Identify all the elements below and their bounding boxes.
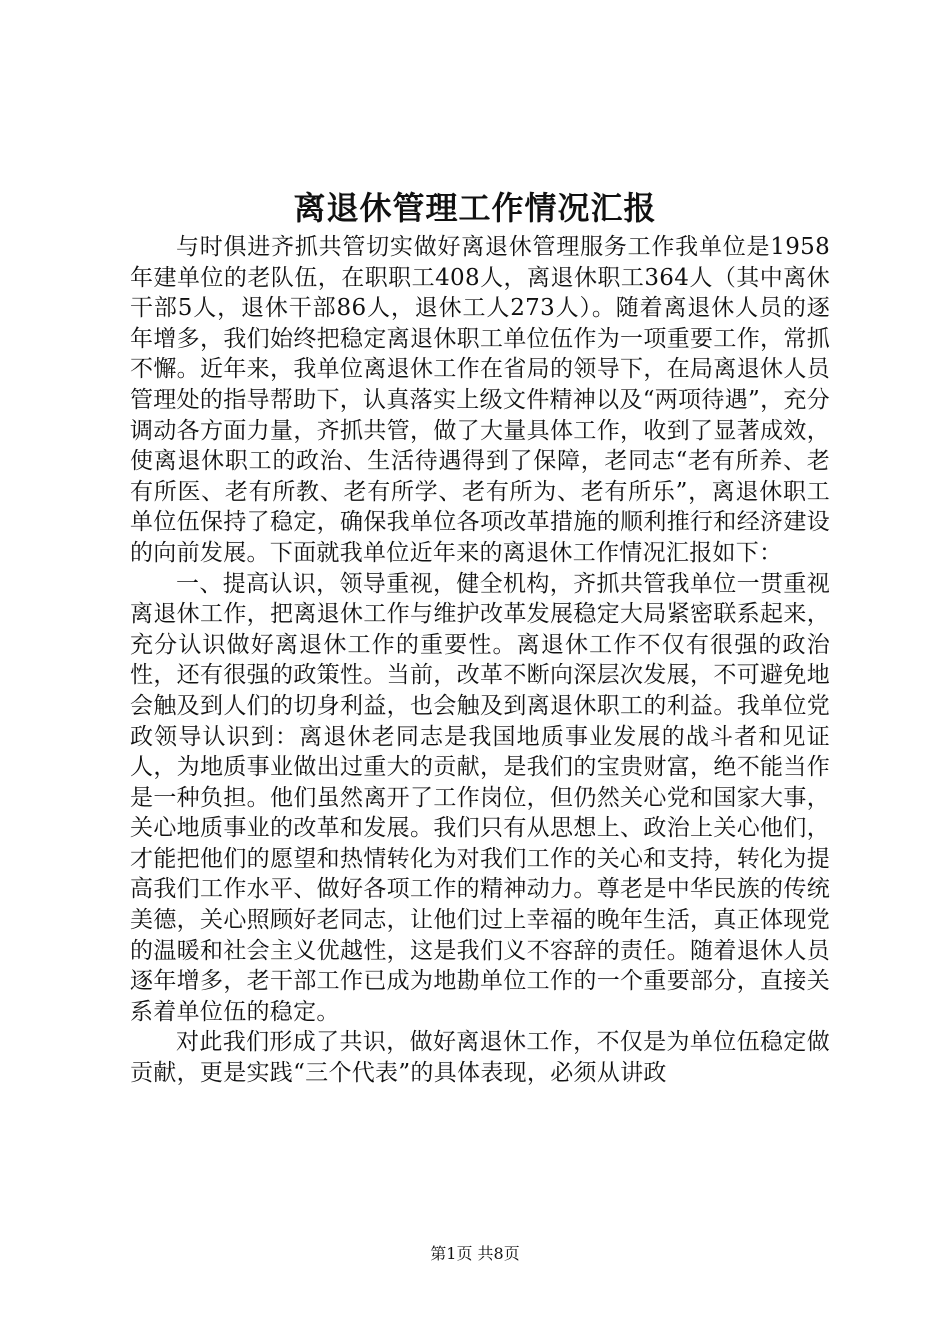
document-body — [130, 232, 830, 1089]
paragraph-consensus: 对此我们形成了共识，做好离退休工作，不仅是为单位伍稳定做贡献，更是实践“三个代表”的具体表现，必须从讲政 — [130, 1029, 830, 1087]
document-title: 离退休管理工作情况汇报 — [293, 189, 657, 227]
paragraph-intro: 与时俱进齐抓共管切实做好离退休管理服务工作我单位是1958年建单位的老队伍，在职职工408人，离退休职工364人（其中离休干部5人，退休干部86人，退休工人273人）。随着离退休人员的逐年增多，我们始终把稳定离退休职工单位伍作为一项重要工作，常抓不懈。近年来，我单位离退休工作在省局的领导下，在局离退休人员管理处的指导帮助下，认真落实上级文件精神以及“两项待遇”，充分调动各方面力量，齐抓共管，做了大量具体工作，收到了显著成效，使离退休职工的政治、生活待遇得到了保障，老同志“老有所养、老有所医、老有所教、老有所学、老有所为、老有所乐”，离退休职工单位伍保持了稳定，确保我单位各项改革措施的顺利推行和经济建设的向前发展。下面就我单位近年来的离退休工作情况汇报如下： — [130, 234, 830, 566]
paragraph-section-one: 一、提高认识，领导重视，健全机构，齐抓共管我单位一贯重视离退休工作，把离退休工作与维护改革发展稳定大局紧密联系起来，充分认识做好离退休工作的重要性。离退休工作不仅有很强的政治性，还有很强的政策性。当前，改革不断向深层次发展，不可避免地会触及到人们的切身利益，也会触及到离退休职工的利益。我单位党政领导认识到：离退休老同志是我国地质事业发展的战斗者和见证人，为地质事业做出过重大的贡献，是我们的宝贵财富，绝不能当作是一种负担。他们虽然离开了工作岗位，但仍然关心党和国家大事，关心地质事业的改革和发展。我们只有从思想上、政治上关心他们，才能把他们的愿望和热情转化为对我们工作的关心和支持，转化为提高我们工作水平、做好各项工作的精神动力。尊老是中华民族的传统美德，关心照顾好老同志，让他们过上幸福的晚年生活，真正体现党的温暖和社会主义优越性，这是我们义不容辞的责任。随着退休人员逐年增多，老干部工作已成为地勘单位工作的一个重要部分，直接关系着单位伍的稳定。 — [130, 570, 830, 1025]
page-footer: 第1页 共8页 — [430, 1244, 520, 1263]
